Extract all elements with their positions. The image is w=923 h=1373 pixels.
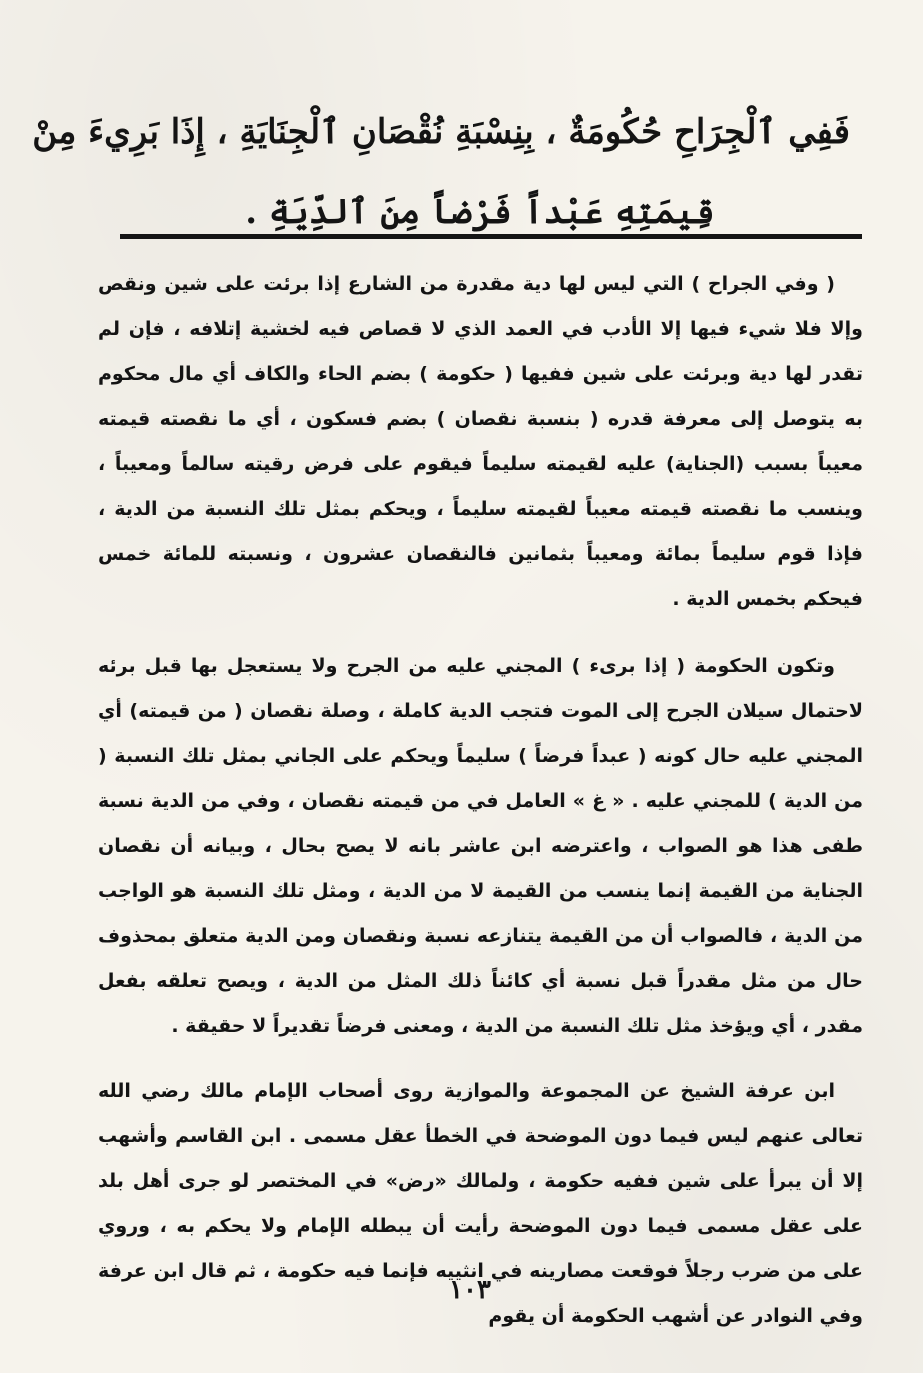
- commentary-body: [98, 262, 863, 1339]
- verse-line-1: فَفِي ٱلْجِرَاحِ حُكُومَةٌ ، بِنِسْبَةِ نُقْصَانِ ٱلْجِنَايَةِ ، إِذَا بَرِيءَ مِنْ: [32, 112, 850, 152]
- matn-verse: [32, 92, 850, 252]
- commentary-paragraph-2: وتكون الحكومة ( إذا برىء ) المجني عليه من الجرح ولا يستعجل بها قبل برئه لاحتمال سيلان الجرح إلى الموت فتجب الدية كاملة ، وصلة نقصان ( من قيمته) أي المجني عليه حال كونه ( عبداً فرضاً ) سليماً ويحكم على الجاني بمثل تلك النسبة ( من الدية ) للمجني عليه . « غ » العامل في من قيمته نقصان ، وفي من الدية نسبة طفى هذا هو الصواب ، واعترضه ابن عاشر بانه لا يصح بحال ، وبيانه أن نقصان الجناية من القيمة إنما ينسب من القيمة لا من الدية ، ومثل تلك النسبة هو الواجب من الدية ، فالصواب أن من القيمة يتنازعه نسبة ونقصان ومن الدية متعلق بمحذوف حال من مثل مقدراً قبل نسبة أي كائناً ذلك المثل من الدية ، ويصح تعلقه بفعل مقدر ، أي ويؤخذ مثل تلك النسبة من الدية ، ومعنى فرضاً تقديراً لا حقيقة .: [98, 655, 863, 1037]
- page-number: ١٠٣: [449, 1275, 491, 1305]
- verse-line-2: قِيمَتِهِ عَبْداً فَرْضاً مِنَ ٱلدِّيَةِ .: [245, 192, 715, 232]
- separator-rule: [120, 234, 862, 239]
- commentary-paragraph-1: ( وفي الجراح ) التي ليس لها دية مقدرة من الشارع إذا برئت على شين ونقص وإلا فلا شيء فيها إلا الأدب في العمد الذي لا قصاص فيه لخشية إتلافه ، فإن لم تقدر لها دية وبرئت على شين ففيها ( حكومة ) بضم الحاء والكاف أي مال محكوم به يتوصل إلى معرفة قدره ( بنسبة نقصان ) بضم فسكون ، أي ما نقصته قيمته معيباً بسبب (الجناية) عليه لقيمته سليماً فيقوم على فرض رقيته سالماً ومعيباً ، وينسب ما نقصته قيمته معيباً لقيمته سليماً ، ويحكم بمثل تلك النسبة من الدية ، فإذا قوم سليماً بمائة ومعيباً بثمانين فالنقصان عشرون ، ونسبته للمائة خمس فيحكم بخمس الدية .: [98, 273, 863, 610]
- commentary-paragraph-3: ابن عرفة الشيخ عن المجموعة والموازية روى أصحاب الإمام مالك رضي الله تعالى عنهم ليس فيما دون الموضحة في الخطأ عقل مسمى . ابن القاسم وأشهب إلا أن يبرأ على شين ففيه حكومة ، ولمالك «رض» في المختصر لو جرى أهل بلد على عقل مسمى فيما دون الموضحة رأيت أن يبطله الإمام ولا يحكم به ، وروي على من ضرب رجلاً فوقعت مصارينه في انثييه فإنما فيه حكومة ، ثم قال ابن عرفة وفي النوادر عن أشهب الحكومة أن يقوم: [98, 1080, 863, 1327]
